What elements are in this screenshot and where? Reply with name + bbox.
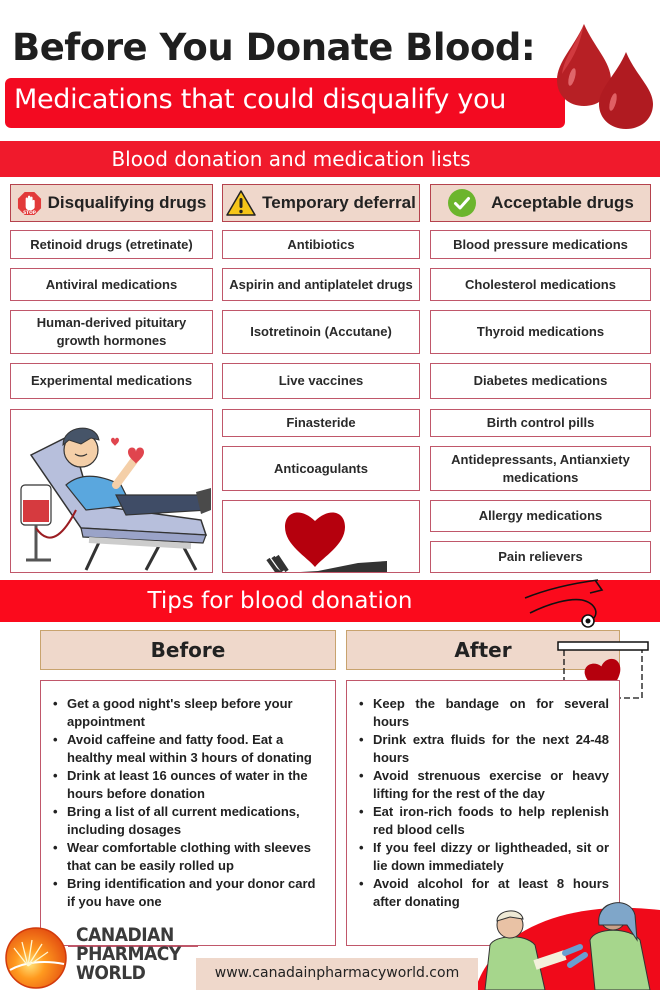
donor-illustration-box (10, 409, 213, 573)
after-tip: • Avoid alcohol for at least 8 hours after donating (359, 875, 609, 911)
acceptable-item: Blood pressure medications (430, 230, 651, 259)
blood-drops-icon (552, 22, 660, 132)
temporary-item: Finasteride (222, 409, 420, 437)
page-title: Before You Donate Blood: (12, 26, 536, 69)
acceptable-item: Cholesterol medications (430, 268, 651, 301)
after-tip: • Keep the bandage on for several hours (359, 695, 609, 731)
disqualifying-item: Experimental medications (10, 363, 213, 399)
nurse-bandaging-patient-illustration (455, 895, 660, 990)
column-heading-text: Temporary deferral (262, 193, 416, 212)
brand-line: PHARMACY (76, 943, 181, 965)
after-tip: • If you feel dizzy or lightheaded, sit or lie down immediately (359, 839, 609, 875)
brand-line: CANADIAN (76, 924, 174, 946)
before-header: Before (40, 630, 336, 670)
acceptable-item: Allergy medications (430, 500, 651, 532)
page-subtitle: Medications that could disqualify you (14, 84, 507, 115)
temporary-item: Anticoagulants (222, 446, 420, 491)
before-tip: • Bring a list of all current medications, including dosages (53, 803, 325, 839)
heart-in-hand-icon (223, 501, 419, 573)
temporary-item: Isotretinoin (Accutane) (222, 310, 420, 354)
warning-triangle-icon (226, 190, 256, 216)
column-header-acceptable (430, 184, 651, 222)
disqualifying-item: Retinoid drugs (etretinate) (10, 230, 213, 259)
acceptable-item: Diabetes medications (430, 363, 651, 399)
temporary-item: Aspirin and antiplatelet drugs (222, 268, 420, 301)
column-heading-text: Acceptable drugs (491, 193, 634, 212)
tips-title: Tips for blood donation (147, 588, 413, 614)
stop-hand-icon (17, 191, 42, 216)
column-header-disqualifying (10, 184, 213, 222)
acceptable-item: Antidepressants, Antianxiety medications (430, 446, 651, 491)
disqualifying-item: Human-derived pituitary growth hormones (10, 310, 213, 354)
before-tip: • Bring identification and your donor card if you have one (53, 875, 325, 911)
after-header: After (346, 630, 620, 670)
hand-dropping-coin-icon (520, 578, 610, 630)
website-link[interactable]: www.canadainpharmacyworld.com (214, 965, 460, 981)
heart-hand-box (222, 500, 420, 573)
acceptable-item: Thyroid medications (430, 310, 651, 354)
before-tips-list (40, 680, 336, 946)
before-tip: • Get a good night's sleep before your appointment (53, 695, 325, 731)
after-tip: • Drink extra fluids for the next 24-48 hours (359, 731, 609, 767)
svg-text:STOP: STOP (22, 210, 36, 216)
acceptable-item: Birth control pills (430, 409, 651, 437)
before-tip: • Avoid caffeine and fatty food. Eat a healthy meal within 3 hours of donating (53, 731, 325, 767)
canadian-pharmacy-world-logo (4, 926, 68, 990)
before-tip: • Drink at least 16 ounces of water in the hours before donation (53, 767, 325, 803)
brand-name (76, 926, 181, 983)
blood-donor-chair-illustration (11, 410, 211, 572)
temporary-item: Antibiotics (222, 230, 420, 259)
before-tip: • Wear comfortable clothing with sleeves that can be easily rolled up (53, 839, 325, 875)
column-header-temporary (222, 184, 420, 222)
after-tip: • Avoid strenuous exercise or heavy lifting for the rest of the day (359, 767, 609, 803)
temporary-item: Live vaccines (222, 363, 420, 399)
brand-line: WORLD (76, 962, 146, 984)
disqualifying-item: Antiviral medications (10, 268, 213, 301)
check-circle-icon (447, 188, 477, 218)
acceptable-item: Pain relievers (430, 541, 651, 573)
column-heading-text: Disqualifying drugs (47, 193, 207, 212)
after-tip: • Eat iron-rich foods to help replenish red blood cells (359, 803, 609, 839)
section-title: Blood donation and medication lists (111, 147, 471, 171)
